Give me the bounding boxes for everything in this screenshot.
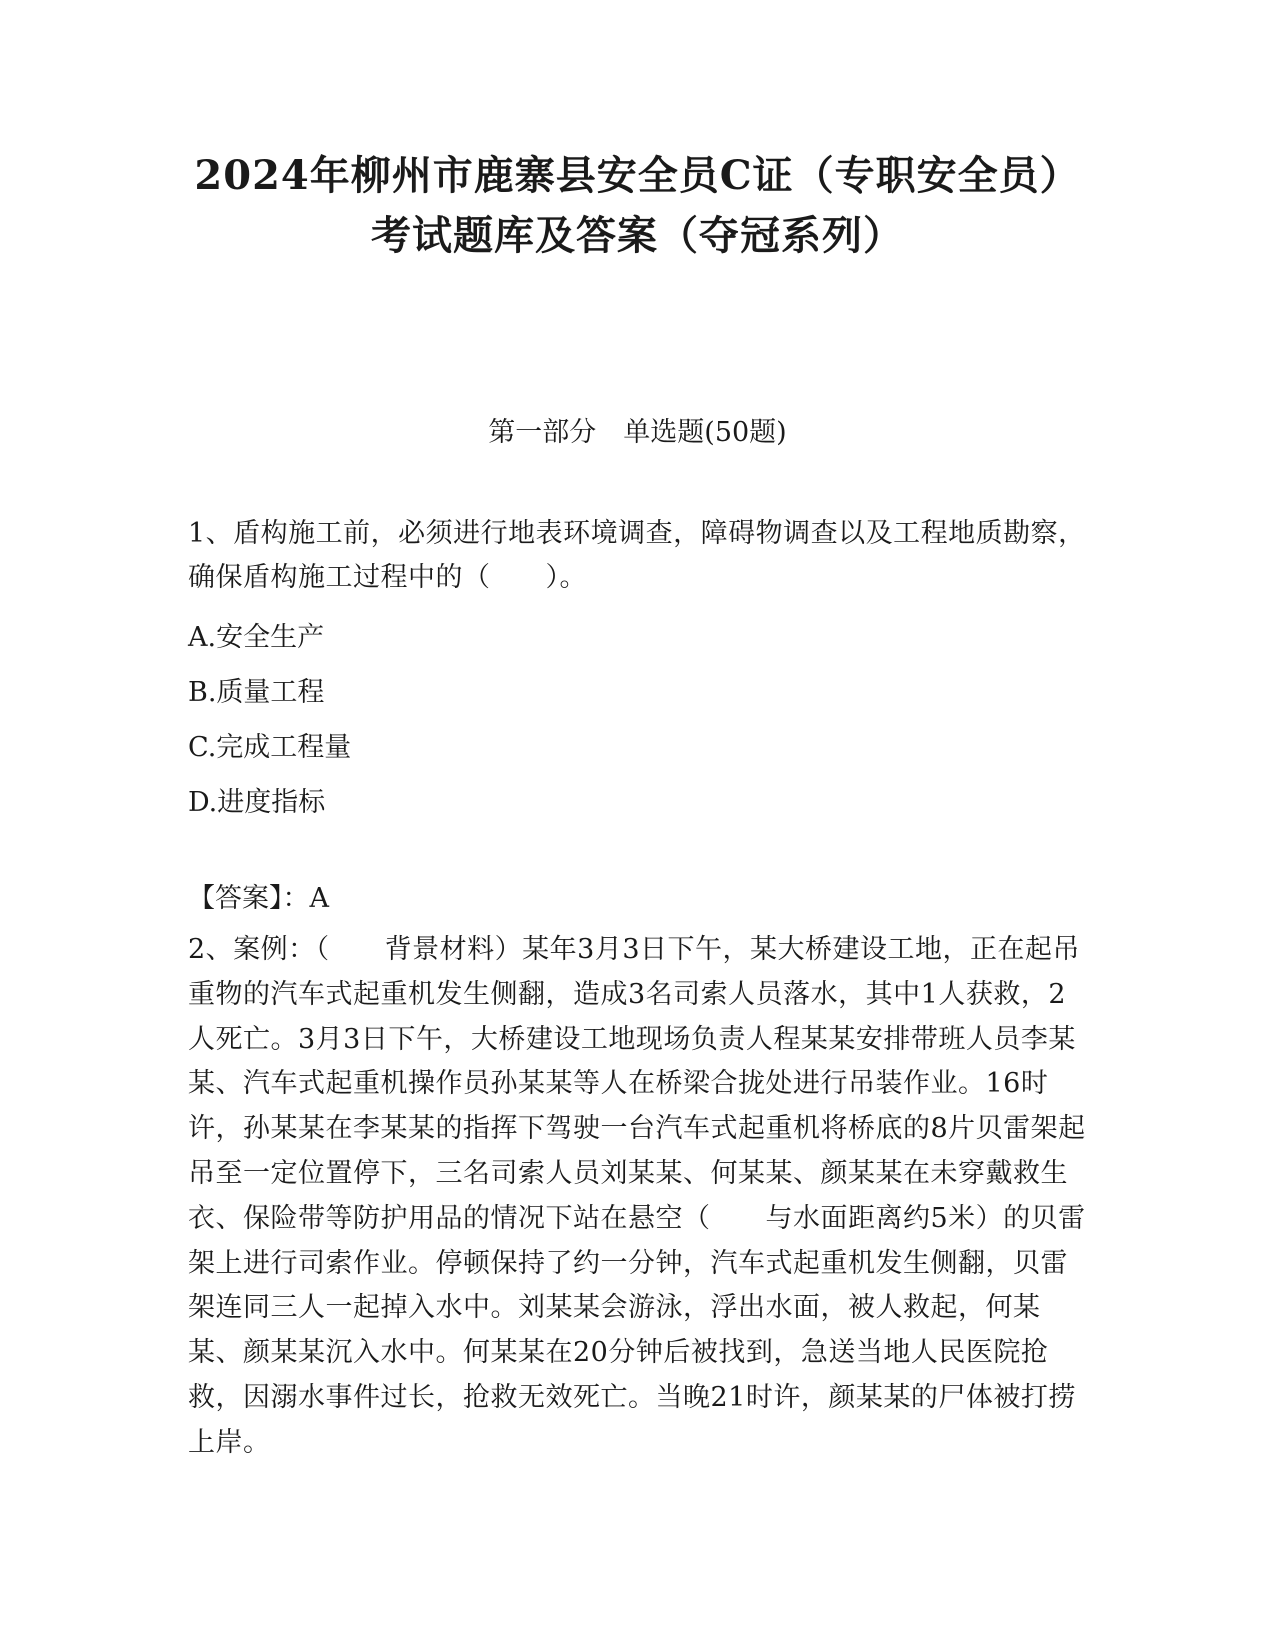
question-1-answer: 【答案】：A bbox=[188, 883, 329, 914]
document-title-line1: 2024年柳州市鹿寨县安全员C证（专职安全员） bbox=[194, 152, 1081, 199]
question-1-option-b: B.质量工程 bbox=[188, 677, 325, 708]
document-title-line2: 考试题库及答案（夺冠系列） bbox=[371, 212, 904, 259]
question-1-option-d: D.进度指标 bbox=[188, 787, 326, 818]
question-1-option-a: A.安全生产 bbox=[188, 622, 325, 653]
question-1-option-c: C.完成工程量 bbox=[188, 732, 352, 763]
question-1-text: 1、盾构施工前，必须进行地表环境调查，障碍物调查以及工程地质勘察，确保盾构施工过程中的（ ）。 bbox=[188, 518, 1086, 593]
question-2-text: 2、案例：（ 背景材料）某年3月3日下午，某大桥建设工地，正在起吊重物的汽车式起重机发生侧翻，造成3名司索人员落水，其中1人获救，2人死亡。3月3日下午，大桥建设工地现场负责人程某某安排带班人员李某某、汽车式起重机操作员孙某某等人在桥梁合拢处进行吊装作业。16时许，孙某某在李某某的指挥下驾驶一台汽车式起重机将桥底的8片贝雷架起吊至一定位置停下，三名司索人员刘某某、何某某、颜某某在未穿戴救生衣、保险带等防护用品的情况下站在悬空（ 与水面距离约5米）的贝雷架上进行司索作业。停顿保持了约一分钟，汽车式起重机发生侧翻，贝雷架连同三人一起掉入水中。刘某某会游泳，浮出水面，被人救起，何某某、颜某某沉入水中。何某某在20分钟后被找到，急送当地人民医院抢救，因溺水事件过长，抢救无效死亡。当晚21时许，颜某某的尸体被打捞上岸。 bbox=[188, 934, 1086, 1458]
section-heading: 第一部分 单选题(50题) bbox=[488, 417, 787, 448]
